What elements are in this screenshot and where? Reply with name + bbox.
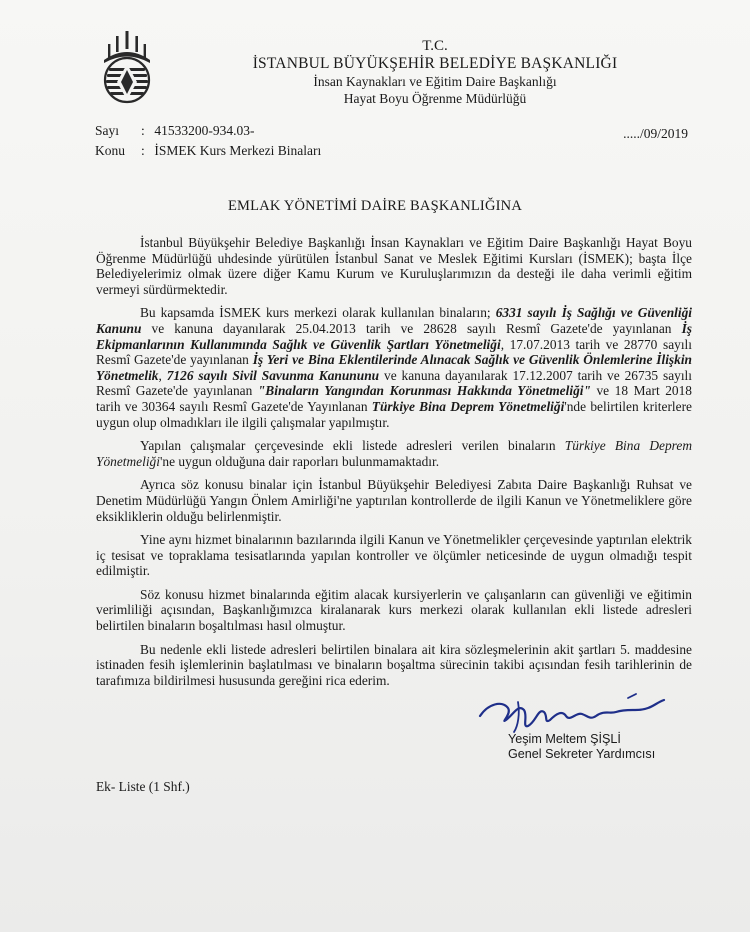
document-date: ...../09/2019 — [623, 126, 688, 141]
signatory-name: Yeşim Meltem ŞİŞLİ — [508, 732, 621, 746]
sayi-value: 41533200-934.03- — [154, 123, 255, 138]
sayi-label: Sayı — [95, 123, 120, 138]
paragraph-7: Bu nedenle ekli listede adresleri belirtilen binalara ait kira sözleşmelerinin akit şartları 5. maddesine istinaden fesih işlemlerinin başlatılması ve binaların boşaltma sürecinin takibi açısından fesih tarihlerinin de tarafımıza bildirilmesi hususunda gereğini rica ederim. — [96, 641, 692, 688]
istanbul-municipality-logo-icon — [100, 30, 154, 106]
letterhead-tc: T.C. — [422, 38, 448, 54]
konu-separator: : — [141, 143, 145, 158]
handwritten-signature-icon — [478, 690, 668, 734]
signatory-title: Genel Sekreter Yardımcısı — [508, 747, 656, 761]
paragraph-1: İstanbul Büyükşehir Belediye Başkanlığı İnsan Kaynakları ve Eğitim Daire Başkanlığı Hayat Boyu Öğrenme Müdürlüğü uhdesinde yürütülen İstanbul Sanat ve Meslek Eğitimi Kursları (İSMEK); başta İlçe Belediyelerimiz olmak üzere diğer Kamu Kurum ve Kuruluşlarımızın da desteği ile daha verimli eğitim vermeyi sürdürmektedir. — [96, 235, 692, 297]
letterhead-municipality: İSTANBUL BÜYÜKŞEHİR BELEDİYE BAŞKANLIĞI — [252, 55, 618, 72]
paragraph-5: Yine aynı hizmet binalarının bazılarında ilgili Kanun ve Yönetmelikler çerçevesinde yaptırılan elektrik iç tesisat ve topraklama tesisatlarında yapılan kontroller ve ölçümler neticesinde de uygun olmadığı tespit edilmiştir. — [96, 532, 692, 579]
paragraph-3: Yapılan çalışmalar çerçevesinde ekli listede adresleri verilen binaların Türkiye Bina Deprem Yönetmeliği'ne uygun olduğuna dair raporları bulunmamaktadır. — [96, 438, 692, 469]
signature-block — [508, 732, 655, 762]
addressee: EMLAK YÖNETİMİ DAİRE BAŞKANLIĞINA — [227, 198, 523, 214]
konu-label: Konu — [95, 143, 125, 158]
letterhead-directorate: Hayat Boyu Öğrenme Müdürlüğü — [343, 91, 527, 106]
letter-body — [96, 235, 692, 696]
paragraph-4: Ayrıca söz konusu binalar için İstanbul Büyükşehir Belediyesi Zabıta Daire Başkanlığı Ruhsat ve Denetim Müdürlüğü Yangın Önlem Amirliği'ne yaptırılan kontrollerde de ilgili Kanun ve Yönetmeliklere göre eksikliklerin olduğu belirlenmiştir. — [96, 477, 692, 524]
subject-row — [95, 143, 321, 159]
paragraph-6: Söz konusu hizmet binalarında eğitim alacak kursiyerlerin ve çalışanların can güvenliği ve eğitimin verimliliği açısından, Başkanlığımızca kiralanarak kurs merkezi olarak kullanılan ekli listede adresleri belirtilen binaların boşaltılması hasıl olmuştur. — [96, 586, 692, 634]
konu-value: İSMEK Kurs Merkezi Binaları — [154, 143, 322, 158]
sayi-separator: : — [141, 123, 145, 138]
reference-number-row — [95, 123, 255, 139]
letterhead — [220, 38, 650, 107]
letterhead-department: İnsan Kaynakları ve Eğitim Daire Başkanlığı — [313, 74, 557, 89]
paragraph-2: Bu kapsamda İSMEK kurs merkezi olarak kullanılan binaların; 6331 sayılı İş Sağlığı ve Güvenliği Kanunu ve kanuna dayanılarak 25.04.2013 tarih ve 28628 sayılı Resmî Gazete'de yayınlanan İş Ekipmanlarının Kullanımında Sağlık ve Güvenlik Şartları Yönetmeliği, 17.07.2013 tarih ve 28770 sayılı Resmî Gazete'de yayınlanan İş Yeri ve Bina Eklentilerinde Alınacak Sağlık ve Güvenlik Önlemlerine İlişkin Yönetmelik, 7126 sayılı Sivil Savunma Kanununu ve kanuna dayanılarak 17.12.2007 tarih ve 26735 sayılı Resmî Gazete'de yayınlanan "Binaların Yangından Korunması Hakkında Yönetmeliği" ve 18 Mart 2018 tarih ve 30364 sayılı Resmî Gazete'de Yayınlanan Türkiye Bina Deprem Yönetmeliği'nde belirtilen kriterlere uygun olup olmadıkları ile ilgili çalışmalar yapılmıştır. — [96, 305, 693, 430]
attachment-note: Ek- Liste (1 Shf.) — [96, 779, 190, 794]
